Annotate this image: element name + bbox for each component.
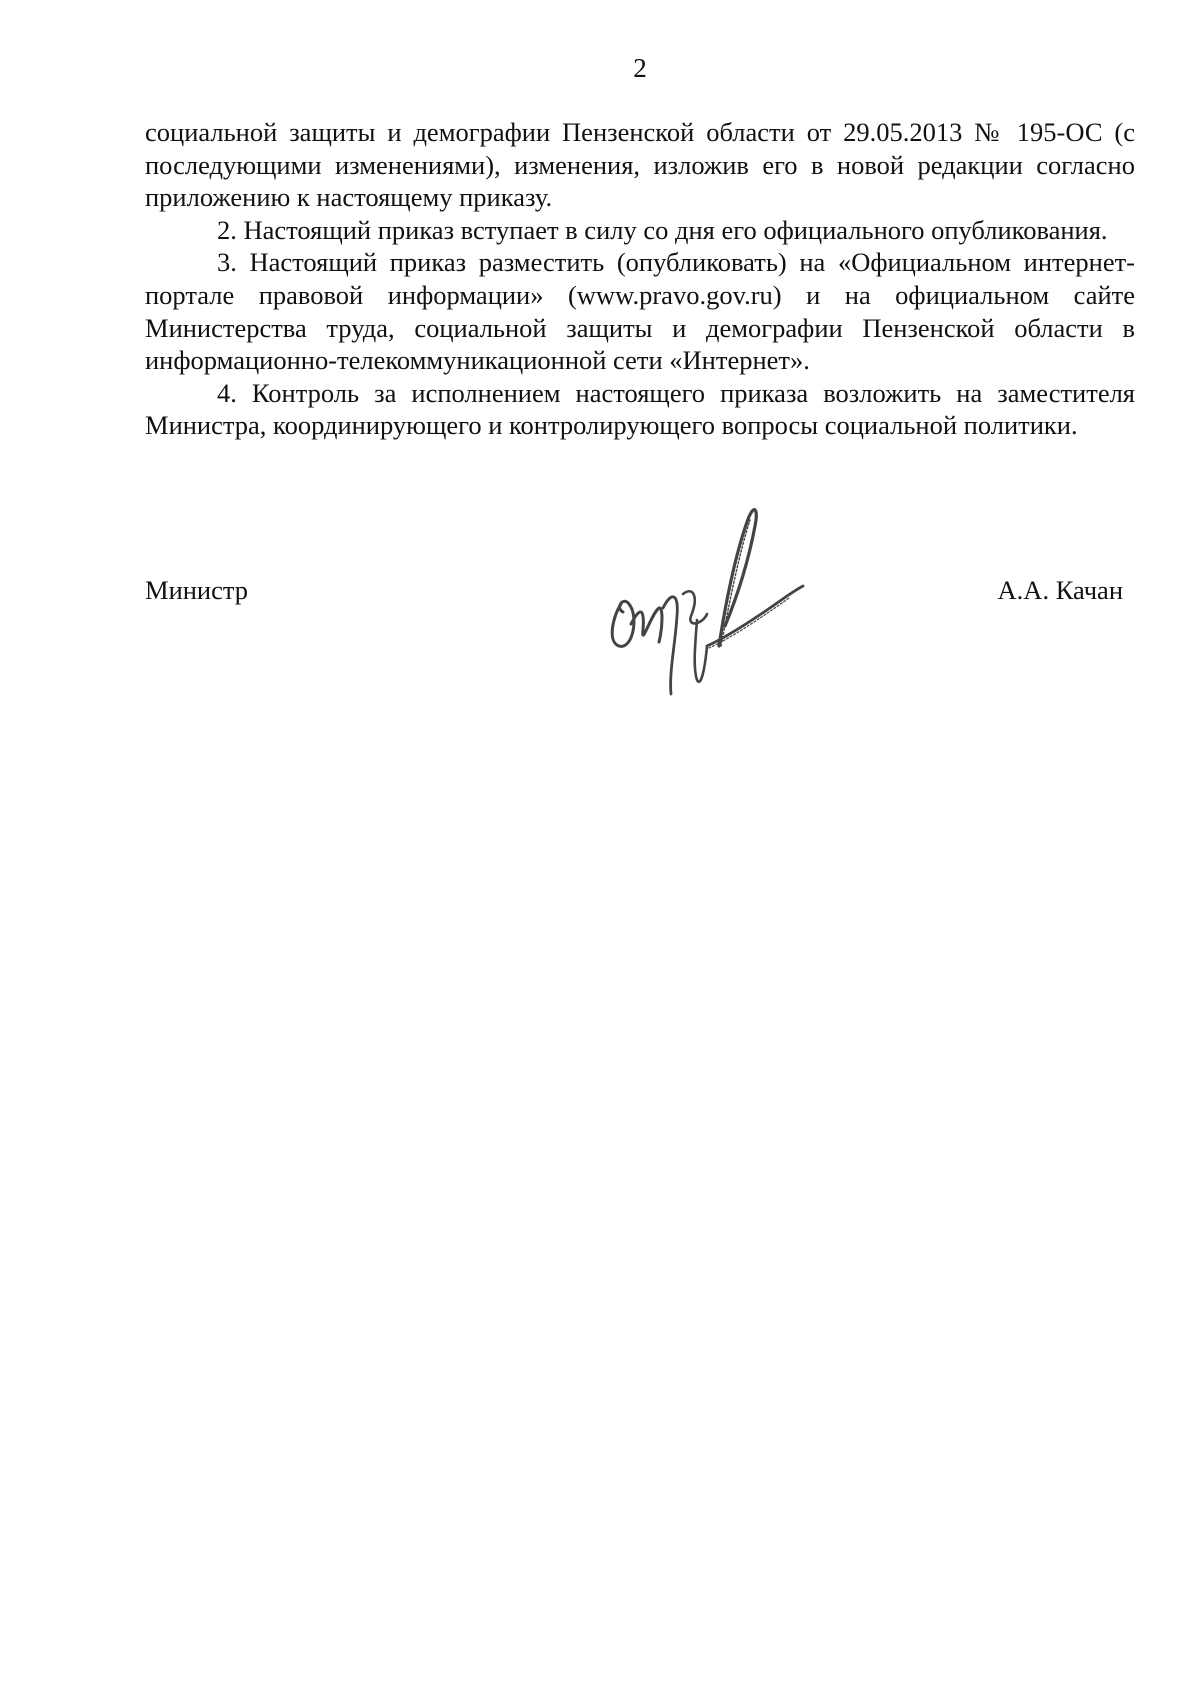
- paragraph-2-effective-date: 2. Настоящий приказ вступает в силу со дня его официального опубликования.: [217, 214, 1108, 245]
- signer-position: Министр: [145, 575, 249, 605]
- signer-name: А.А. Качан: [997, 575, 1123, 605]
- handwritten-signature: [579, 496, 809, 716]
- document-body: [145, 116, 1135, 442]
- paragraph-4-control: 4. Контроль за исполнением настоящего приказа возложить на заместителя Министра, координирующего и контролирующего вопросы социальной политики.: [145, 377, 1135, 441]
- page-number: 2: [633, 53, 647, 83]
- paragraph-1-continuation: социальной защиты и демографии Пензенской области от 29.05.2013 № 195-ОС (с последующими изменениями), изменения, изложив его в новой редакции согласно приложению к настоящему приказу.: [145, 117, 1135, 213]
- paragraph-3-publication: 3. Настоящий приказ разместить (опубликовать) на «Официальном интернет-портале правовой информации» (www.pravo.gov.ru) и на официальном сайте Министерства труда, социальной защиты и демографии Пензенской области в информационно-телекоммуникационной сети «Интернет».: [145, 247, 1135, 376]
- signature-block: [145, 562, 1135, 712]
